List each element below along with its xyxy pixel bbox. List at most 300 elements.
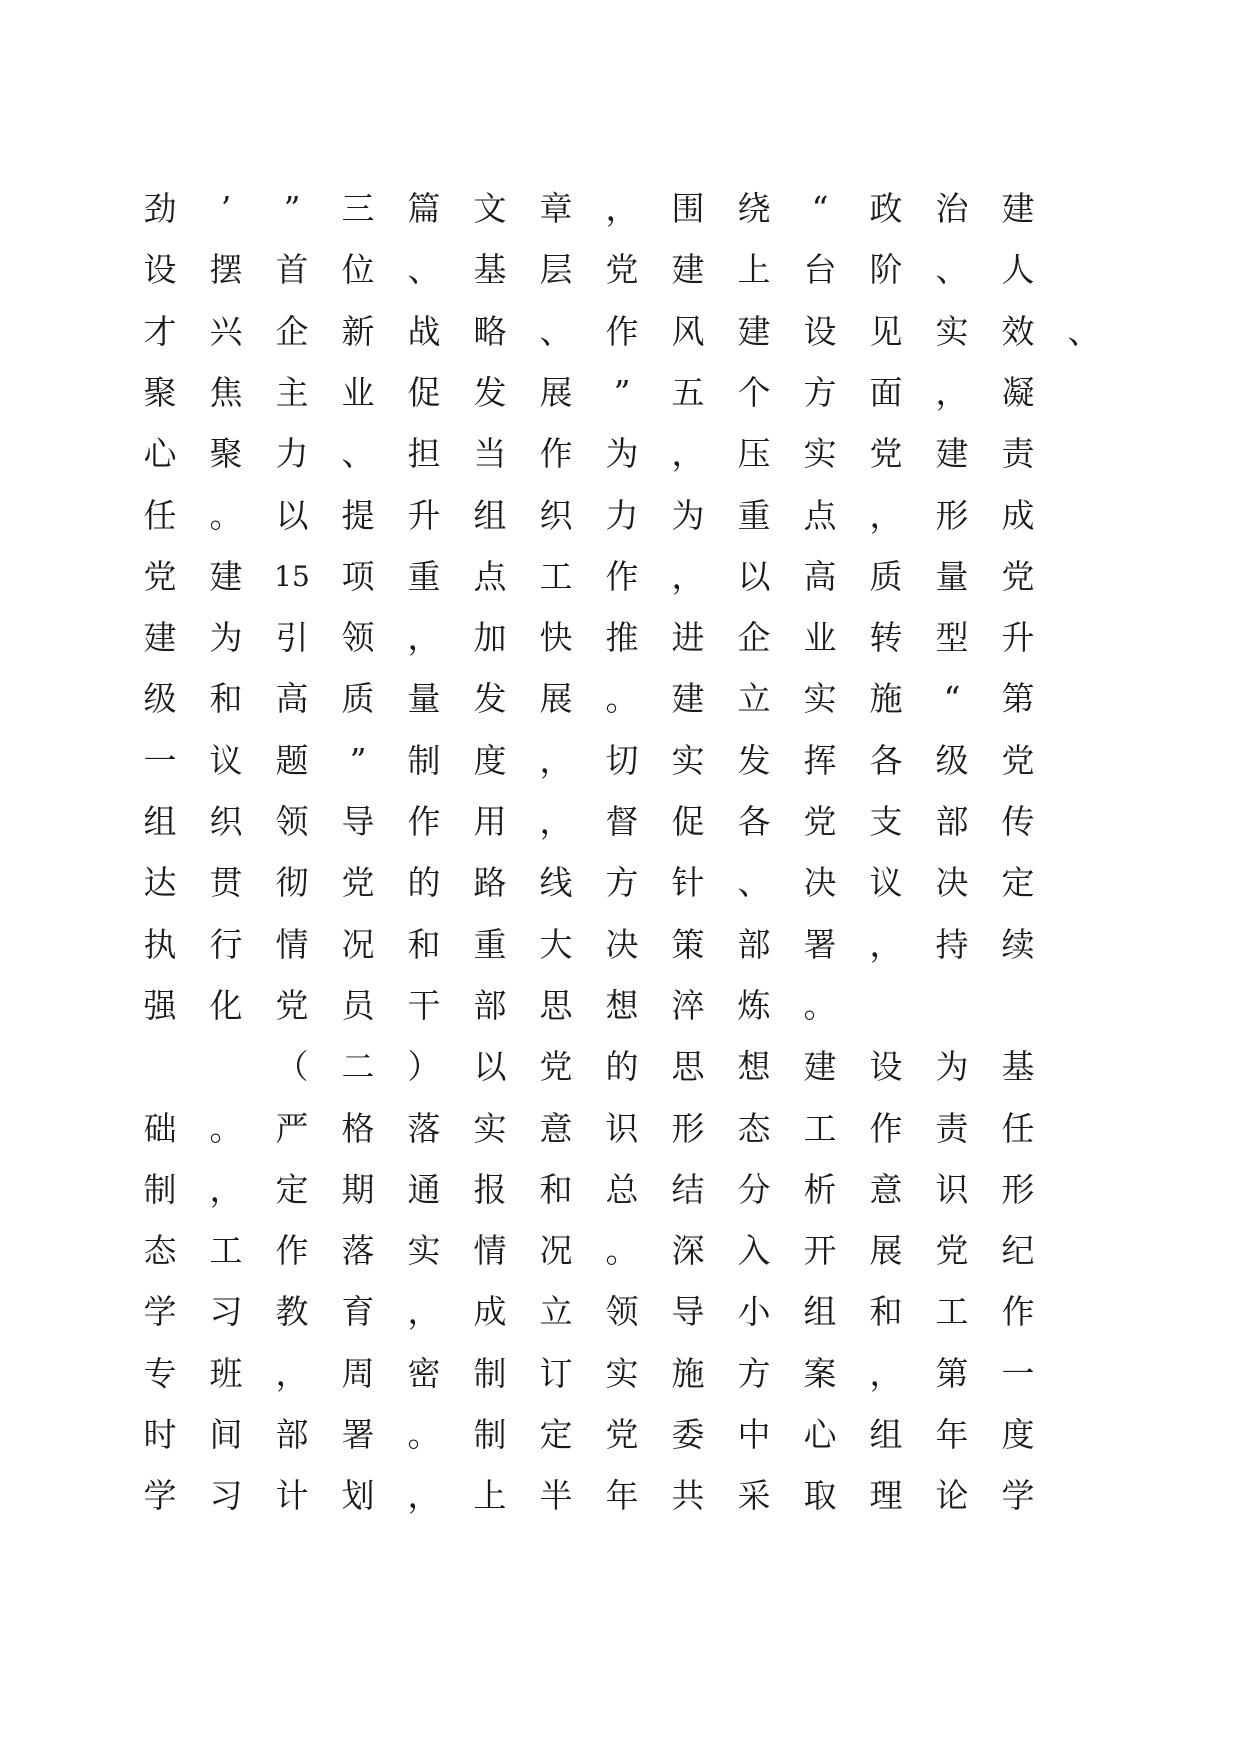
text-line <box>0 429 1240 479</box>
glyph: 制 <box>143 1169 177 1209</box>
text-line <box>0 1471 1240 1521</box>
glyph: 。 <box>803 985 837 1025</box>
glyph: ） <box>407 1047 441 1087</box>
glyph: （ <box>275 1047 309 1087</box>
glyph: 位 <box>341 250 375 290</box>
glyph: 贯 <box>209 863 243 903</box>
glyph: 委 <box>671 1415 705 1454</box>
glyph: 展 <box>539 679 573 719</box>
glyph: 建 <box>671 250 705 290</box>
glyph: 以 <box>737 556 771 596</box>
glyph: 三 <box>341 189 375 228</box>
glyph: 的 <box>605 1047 639 1087</box>
glyph: 员 <box>341 985 375 1025</box>
glyph: 题 <box>275 740 309 780</box>
glyph: 议 <box>869 863 903 903</box>
glyph: 党 <box>869 434 903 474</box>
glyph: 实 <box>671 740 705 780</box>
glyph: 、 <box>539 311 573 351</box>
glyph: 各 <box>869 740 903 780</box>
glyph: 案 <box>803 1353 837 1393</box>
glyph: 第 <box>1001 679 1035 719</box>
glyph: 文 <box>473 189 507 228</box>
glyph: 党 <box>1001 740 1035 780</box>
text-line <box>0 981 1240 1031</box>
glyph: 划 <box>341 1476 375 1516</box>
glyph: 开 <box>803 1231 837 1271</box>
glyph: 层 <box>539 250 573 290</box>
glyph: 时 <box>143 1415 177 1454</box>
glyph: 量 <box>407 679 441 719</box>
glyph: 署 <box>341 1415 375 1454</box>
glyph: 型 <box>935 618 969 658</box>
glyph: 业 <box>803 618 837 658</box>
glyph: 力 <box>605 495 639 535</box>
glyph: 干 <box>407 985 441 1025</box>
glyph: 导 <box>341 802 375 841</box>
glyph: 意 <box>869 1169 903 1209</box>
glyph: 和 <box>539 1169 573 1209</box>
text-line <box>0 920 1240 970</box>
glyph: 领 <box>605 1292 639 1332</box>
glyph: 。 <box>605 679 639 719</box>
glyph: 度 <box>473 740 507 780</box>
text-line <box>0 858 1240 908</box>
glyph: 为 <box>671 495 705 535</box>
glyph: 高 <box>275 679 309 719</box>
glyph: 织 <box>209 802 243 841</box>
glyph: 党 <box>605 250 639 290</box>
glyph: ， <box>275 1353 309 1393</box>
glyph: 展 <box>869 1231 903 1271</box>
glyph: 报 <box>473 1169 507 1209</box>
glyph: 建 <box>935 434 969 474</box>
glyph: 基 <box>473 250 507 290</box>
glyph: ， <box>407 1476 441 1516</box>
glyph: 人 <box>1001 250 1035 290</box>
text-line <box>0 1410 1240 1460</box>
glyph: ” <box>349 740 367 780</box>
text-line <box>0 1104 1240 1154</box>
glyph: 当 <box>473 434 507 474</box>
glyph: 二 <box>341 1047 375 1087</box>
glyph: 劲 <box>143 189 177 228</box>
glyph: 设 <box>803 311 837 351</box>
glyph: 采 <box>737 1476 771 1516</box>
glyph: 淬 <box>671 985 705 1025</box>
glyph: 况 <box>341 924 375 964</box>
glyph: 风 <box>671 311 705 351</box>
glyph: 党 <box>143 556 177 596</box>
glyph: 业 <box>341 372 375 412</box>
glyph: 心 <box>143 434 177 474</box>
glyph: 习 <box>209 1292 243 1332</box>
glyph: 密 <box>407 1353 441 1393</box>
glyph: 党 <box>341 863 375 903</box>
text-line <box>0 184 1240 234</box>
glyph: 析 <box>803 1169 837 1209</box>
glyph: 分 <box>737 1169 771 1209</box>
glyph: 的 <box>407 863 441 903</box>
glyph: ， <box>671 556 705 596</box>
glyph: 年 <box>605 1476 639 1516</box>
glyph: 意 <box>539 1108 573 1148</box>
glyph: 重 <box>737 495 771 535</box>
glyph: 加 <box>473 618 507 658</box>
glyph: 订 <box>539 1353 573 1393</box>
glyph: 企 <box>275 311 309 351</box>
glyph: ， <box>605 189 639 228</box>
text-line <box>0 1226 1240 1276</box>
glyph: 、 <box>737 863 771 903</box>
glyph: 党 <box>539 1047 573 1087</box>
glyph: ， <box>539 740 573 780</box>
glyph: 任 <box>1001 1108 1035 1148</box>
glyph: 作 <box>1001 1292 1035 1332</box>
glyph: 篇 <box>407 189 441 228</box>
glyph: 聚 <box>209 434 243 474</box>
text-line <box>0 1287 1240 1337</box>
glyph: 础 <box>143 1108 177 1148</box>
glyph: 工 <box>209 1231 243 1271</box>
glyph: 化 <box>209 985 243 1025</box>
glyph: 形 <box>1001 1169 1035 1209</box>
glyph: 促 <box>407 372 441 412</box>
glyph: 展 <box>539 372 573 412</box>
glyph: 重 <box>407 556 441 596</box>
glyph: 凝 <box>1001 372 1035 412</box>
glyph: 、 <box>341 434 375 474</box>
glyph: 实 <box>407 1231 441 1271</box>
glyph: 议 <box>209 740 243 780</box>
glyph: 思 <box>539 985 573 1025</box>
glyph: 引 <box>275 618 309 658</box>
glyph: 挥 <box>803 740 837 780</box>
glyph: 落 <box>407 1108 441 1148</box>
glyph: ， <box>869 1353 903 1393</box>
glyph: 基 <box>1001 1047 1035 1087</box>
glyph: 作 <box>539 434 573 474</box>
glyph: 用 <box>473 802 507 841</box>
glyph: 态 <box>143 1231 177 1271</box>
glyph: 作 <box>869 1108 903 1148</box>
glyph: 格 <box>341 1108 375 1148</box>
glyph: 深 <box>671 1231 705 1271</box>
glyph: 党 <box>1001 556 1035 596</box>
text-line <box>0 1165 1240 1215</box>
glyph: 高 <box>803 556 837 596</box>
glyph: 导 <box>671 1292 705 1332</box>
glyph: 教 <box>275 1292 309 1332</box>
glyph: 决 <box>803 863 837 903</box>
glyph: 大 <box>539 924 573 964</box>
glyph: 严 <box>275 1108 309 1148</box>
glyph: 围 <box>671 189 705 228</box>
glyph: 成 <box>473 1292 507 1332</box>
glyph: 上 <box>473 1476 507 1516</box>
glyph: 决 <box>935 863 969 903</box>
glyph: 组 <box>473 495 507 535</box>
glyph: 首 <box>275 250 309 290</box>
glyph: 上 <box>737 250 771 290</box>
glyph: 作 <box>605 311 639 351</box>
glyph: 发 <box>473 679 507 719</box>
glyph: 实 <box>473 1108 507 1148</box>
glyph: 度 <box>1001 1415 1035 1454</box>
glyph: 形 <box>671 1108 705 1148</box>
glyph: 部 <box>737 924 771 964</box>
glyph: 策 <box>671 924 705 964</box>
glyph: 半 <box>539 1476 573 1516</box>
glyph: 力 <box>275 434 309 474</box>
glyph: 总 <box>605 1169 639 1209</box>
glyph: 组 <box>869 1415 903 1454</box>
glyph: 和 <box>209 679 243 719</box>
glyph: 期 <box>341 1169 375 1209</box>
glyph: 部 <box>275 1415 309 1454</box>
glyph: 入 <box>737 1231 771 1271</box>
glyph: 建 <box>737 311 771 351</box>
glyph: 质 <box>869 556 903 596</box>
glyph: 升 <box>407 495 441 535</box>
glyph: 责 <box>1001 434 1035 474</box>
glyph: 小 <box>737 1292 771 1332</box>
glyph: 结 <box>671 1169 705 1209</box>
glyph: 路 <box>473 863 507 903</box>
glyph: ” <box>283 189 301 228</box>
glyph: 任 <box>143 495 177 535</box>
glyph: 理 <box>869 1476 903 1516</box>
glyph: 略 <box>473 311 507 351</box>
text-line <box>0 736 1240 786</box>
text-line <box>0 1349 1240 1399</box>
glyph: 线 <box>539 863 573 903</box>
glyph: “ <box>811 189 829 228</box>
glyph: 班 <box>209 1353 243 1393</box>
glyph: 针 <box>671 863 705 903</box>
glyph: 学 <box>143 1292 177 1332</box>
glyph: 、 <box>935 250 969 290</box>
glyph: 促 <box>671 802 705 841</box>
glyph: 论 <box>935 1476 969 1516</box>
glyph: 计 <box>275 1476 309 1516</box>
glyph: 量 <box>935 556 969 596</box>
glyph: 升 <box>1001 618 1035 658</box>
glyph: 台 <box>803 250 837 290</box>
glyph: 企 <box>737 618 771 658</box>
glyph: 施 <box>869 679 903 719</box>
glyph: 方 <box>737 1353 771 1393</box>
glyph: 情 <box>275 924 309 964</box>
glyph: 点 <box>803 495 837 535</box>
glyph: 制 <box>473 1353 507 1393</box>
glyph: 一 <box>1001 1353 1035 1393</box>
glyph: ” <box>613 372 631 412</box>
glyph: 转 <box>869 618 903 658</box>
glyph: 作 <box>275 1231 309 1271</box>
glyph: 15 <box>274 559 310 593</box>
glyph: 党 <box>803 802 837 841</box>
glyph: 支 <box>869 802 903 841</box>
glyph: ’ <box>220 189 232 228</box>
glyph: 炼 <box>737 985 771 1025</box>
glyph: 个 <box>737 372 771 412</box>
glyph: 。 <box>209 1108 243 1148</box>
glyph: 建 <box>1001 189 1035 228</box>
glyph: 领 <box>341 618 375 658</box>
glyph: 建 <box>209 556 243 596</box>
glyph: 重 <box>473 924 507 964</box>
glyph: 间 <box>209 1415 243 1454</box>
glyph: 五 <box>671 372 705 412</box>
glyph: 育 <box>341 1292 375 1332</box>
glyph: 实 <box>803 434 837 474</box>
glyph: 况 <box>539 1231 573 1271</box>
glyph: 定 <box>539 1415 573 1454</box>
glyph: 取 <box>803 1476 837 1516</box>
glyph: ， <box>539 802 573 841</box>
glyph: 定 <box>275 1169 309 1209</box>
glyph: 作 <box>605 556 639 596</box>
glyph: 持 <box>935 924 969 964</box>
glyph: 见 <box>869 311 903 351</box>
glyph: 定 <box>1001 863 1035 903</box>
text-line <box>0 491 1240 541</box>
glyph: 立 <box>737 679 771 719</box>
text-line <box>0 552 1240 602</box>
glyph: 实 <box>803 679 837 719</box>
glyph: 政 <box>869 189 903 228</box>
glyph: 形 <box>935 495 969 535</box>
glyph: 设 <box>143 250 177 290</box>
glyph: 情 <box>473 1231 507 1271</box>
glyph: 压 <box>737 434 771 474</box>
glyph: 党 <box>275 985 309 1025</box>
glyph: 工 <box>803 1108 837 1148</box>
glyph: 施 <box>671 1353 705 1393</box>
glyph: 。 <box>605 1231 639 1271</box>
glyph: 摆 <box>209 250 243 290</box>
glyph: 新 <box>341 311 375 351</box>
glyph: 领 <box>275 802 309 841</box>
glyph: 绕 <box>737 189 771 228</box>
text-line <box>0 245 1240 295</box>
glyph: 态 <box>737 1108 771 1148</box>
section-heading <box>0 1042 1240 1092</box>
glyph: 以 <box>275 495 309 535</box>
glyph: 决 <box>605 924 639 964</box>
glyph: 项 <box>341 556 375 596</box>
glyph: 和 <box>407 924 441 964</box>
glyph: 制 <box>407 740 441 780</box>
glyph: ， <box>407 1292 441 1332</box>
glyph: 建 <box>803 1047 837 1087</box>
text-line <box>0 797 1240 847</box>
glyph: 。 <box>407 1415 441 1454</box>
glyph: 识 <box>605 1108 639 1148</box>
glyph: 工 <box>935 1292 969 1332</box>
glyph: 强 <box>143 985 177 1025</box>
glyph: 年 <box>935 1415 969 1454</box>
glyph: 署 <box>803 924 837 964</box>
glyph: 点 <box>473 556 507 596</box>
glyph: 工 <box>539 556 573 596</box>
glyph: 效 <box>1001 311 1035 351</box>
glyph: 共 <box>671 1476 705 1516</box>
glyph: 一 <box>143 740 177 780</box>
glyph: 制 <box>473 1415 507 1454</box>
glyph: 。 <box>209 495 243 535</box>
glyph: 习 <box>209 1476 243 1516</box>
glyph: ， <box>869 924 903 964</box>
glyph: ， <box>209 1169 243 1209</box>
glyph: 聚 <box>143 372 177 412</box>
glyph: 面 <box>869 372 903 412</box>
glyph: 部 <box>935 802 969 841</box>
glyph: 学 <box>1001 1476 1035 1516</box>
glyph: 实 <box>605 1353 639 1393</box>
glyph: 兴 <box>209 311 243 351</box>
glyph: 党 <box>935 1231 969 1271</box>
glyph: 责 <box>935 1108 969 1148</box>
glyph: 才 <box>143 311 177 351</box>
glyph: 周 <box>341 1353 375 1393</box>
glyph: 纪 <box>1001 1231 1035 1271</box>
text-line <box>0 307 1240 357</box>
glyph: 想 <box>605 985 639 1025</box>
glyph: 组 <box>803 1292 837 1332</box>
glyph: 部 <box>473 985 507 1025</box>
glyph: 主 <box>275 372 309 412</box>
glyph: 焦 <box>209 372 243 412</box>
glyph: 组 <box>143 802 177 841</box>
glyph: 识 <box>935 1169 969 1209</box>
glyph: 章 <box>539 189 573 228</box>
glyph: 担 <box>407 434 441 474</box>
glyph: 快 <box>539 618 573 658</box>
glyph: 战 <box>407 311 441 351</box>
glyph: 、 <box>1067 311 1101 351</box>
glyph: 思 <box>671 1047 705 1087</box>
glyph: 学 <box>143 1476 177 1516</box>
glyph: 进 <box>671 618 705 658</box>
glyph: 设 <box>869 1047 903 1087</box>
glyph: 第 <box>935 1353 969 1393</box>
glyph: 专 <box>143 1353 177 1393</box>
glyph: 级 <box>143 679 177 719</box>
glyph: “ <box>943 679 961 719</box>
glyph: 推 <box>605 618 639 658</box>
glyph: 织 <box>539 495 573 535</box>
glyph: 建 <box>143 618 177 658</box>
glyph: 为 <box>605 434 639 474</box>
glyph: 为 <box>935 1047 969 1087</box>
glyph: 治 <box>935 189 969 228</box>
glyph: 中 <box>737 1415 771 1454</box>
glyph: 彻 <box>275 863 309 903</box>
glyph: 为 <box>209 618 243 658</box>
glyph: 提 <box>341 495 375 535</box>
glyph: ， <box>935 372 969 412</box>
glyph: 以 <box>473 1047 507 1087</box>
glyph: 阶 <box>869 250 903 290</box>
glyph: 质 <box>341 679 375 719</box>
glyph: 立 <box>539 1292 573 1332</box>
text-line <box>0 613 1240 663</box>
glyph: 和 <box>869 1292 903 1332</box>
glyph: ， <box>671 434 705 474</box>
glyph: 心 <box>803 1415 837 1454</box>
